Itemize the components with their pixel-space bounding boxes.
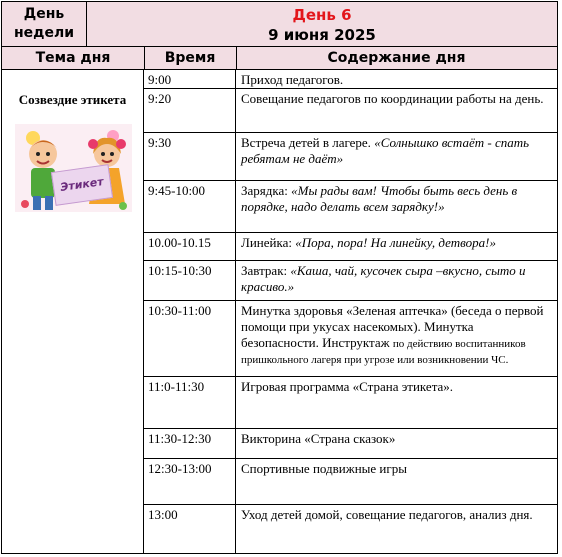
row-extra: по действию воспитанников пришкольного лагеря при угрозе или возникновении ЧС. [241,338,526,366]
row-text: Совещание педагогов по координации работы на день. [241,91,544,106]
row-content [236,505,557,525]
table-row [144,428,557,458]
row-time: 9:45-10:00 [144,181,236,232]
weekday-label-line1: День [23,6,65,22]
row-time: 11:0-11:30 [144,377,236,428]
row-content [236,261,557,297]
day-date: 9 июня 2025 [268,26,376,44]
day-title-cell [87,2,557,46]
row-content [236,301,557,369]
column-header-content: Содержание дня [327,50,466,66]
row-text: Зарядка: [241,183,288,198]
row-time: 10.00-10.15 [144,233,236,260]
row-text: Уход детей домой, совещание педагогов, анализ дня. [241,507,533,522]
row-content [236,233,557,253]
row-content [236,377,557,397]
row-quote: «Каша, чай, кусочек сыра –вкусно, сыто и красиво.» [241,263,526,294]
row-text: Завтрак: [241,263,288,278]
row-content [236,459,557,479]
table-row [144,376,557,428]
row-time: 10:30-11:00 [144,301,236,376]
table-row [144,504,557,553]
row-text: Линейка: [241,235,292,250]
row-text: Минутка здоровья «Зеленая аптечка» (беседа о первой помощи при укусах насекомых). Минутка безопасности. Инструктаж [241,303,544,350]
row-content [236,133,557,169]
row-time: 13:00 [144,505,236,553]
row-text: Викторина «Страна сказок» [241,431,396,446]
row-text: Игровая программа «Страна этикета». [241,379,454,394]
column-header-theme: Тема дня [2,47,145,69]
row-quote: «Солнышко встаёт - спать ребятам не даёт» [241,135,530,166]
table-row [144,232,557,260]
row-content [236,89,557,109]
row-time: 9:00 [144,70,236,88]
row-quote: «Пора, пора! На линейку, детвора!» [295,235,496,250]
row-text: Спортивные подвижные игры [241,461,407,476]
table-row [144,260,557,300]
table-row [144,300,557,376]
schedule-rows [2,70,557,553]
table-row [144,88,557,132]
weekday-label-cell [2,2,87,46]
theme-name: Созвездие этикета [18,92,127,107]
column-header-time: Время [144,47,237,69]
etiquette-sign: Этикет [51,164,113,206]
row-time: 9:30 [144,133,236,180]
row-text: Встреча детей в лагере. [241,135,371,150]
row-quote: «Мы рады вам! Чтобы быть весь день в порядке, надо делать всем зарядку!» [241,183,518,214]
table-row [144,70,557,88]
row-text: Приход педагогов. [241,72,344,87]
row-content [236,429,557,449]
weekday-label-line2: недели [13,25,75,41]
day-number: День 6 [292,6,352,24]
column-header-row [2,46,557,70]
schedule-table [1,1,558,554]
row-content [236,70,557,90]
table-row [144,458,557,504]
table-row [144,180,557,232]
row-time: 9:20 [144,89,236,132]
table-row [144,132,557,180]
row-content [236,181,557,217]
row-time: 10:15-10:30 [144,261,236,300]
row-time: 11:30-12:30 [144,429,236,458]
row-time: 12:30-13:00 [144,459,236,504]
